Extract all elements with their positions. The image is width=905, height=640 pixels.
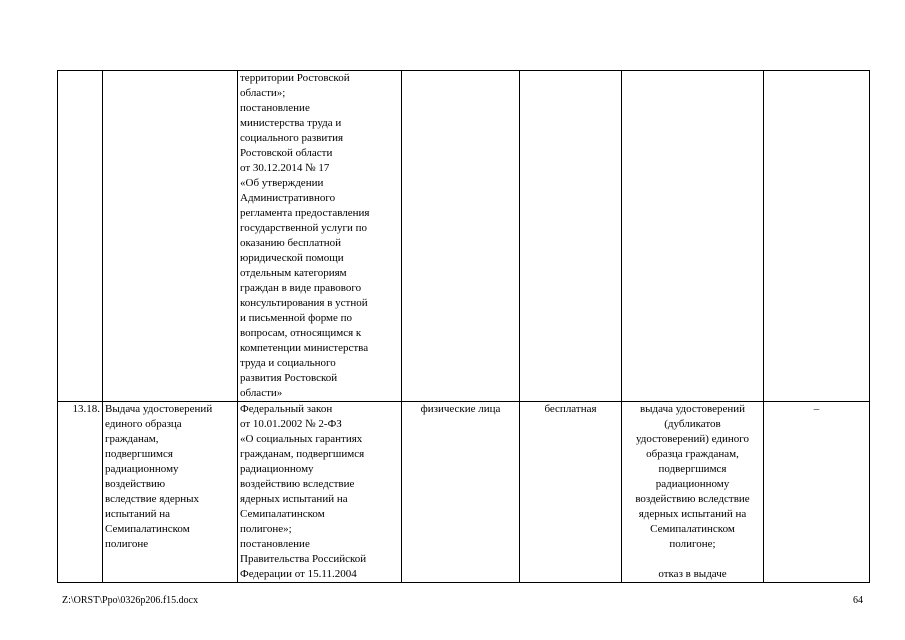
cell-result: выдача удостоверений (дубликатов удостоверений) единого образца гражданам, подвергшимся радиационному воздействию вследствие ядерных испытаний на Семипалатинском полигоне; отказ в выдаче xyxy=(622,402,764,583)
cell-service-name: Выдача удостоверений единого образца гражданам, подвергшимся радиационному воздействию вследствие ядерных испытаний на Семипалатинском полигоне xyxy=(103,402,238,583)
services-table xyxy=(57,70,870,583)
table-row xyxy=(58,71,870,402)
table-row xyxy=(58,402,870,583)
cell-recipients xyxy=(402,71,520,402)
page-number: 64 xyxy=(853,595,863,606)
cell-service-name xyxy=(103,71,238,402)
cell-recipients: физические лица xyxy=(402,402,520,583)
cell-legal-basis: Федеральный закон от 10.01.2002 № 2-ФЗ «О социальных гарантиях гражданам, подвергшимся радиационному воздействию вследствие ядерных испытаний на Семипалатинском полигоне»; постановление Правительства Российской Федерации от 15.11.2004 xyxy=(238,402,402,583)
footer-file-path: Z:\ORST\Ppo\0326p206.f15.docx xyxy=(62,595,199,606)
cell-note xyxy=(764,71,870,402)
cell-payment xyxy=(520,71,622,402)
cell-number xyxy=(58,71,103,402)
cell-payment: бесплатная xyxy=(520,402,622,583)
cell-legal-basis: территории Ростовской области»; постановление министерства труда и социального развития Ростовской области от 30.12.2014 № 17 «Об утверждении Административного регламента предоставления государственной услуги по оказанию бесплатной юридической помощи отдельным категориям граждан в виде правового консультирования в устной и письменной форме по вопросам, относящимся к компетенции министерства труда и социального развития Ростовской области» xyxy=(238,71,402,402)
cell-note: – xyxy=(764,402,870,583)
cell-number: 13.18. xyxy=(58,402,103,583)
cell-result xyxy=(622,71,764,402)
